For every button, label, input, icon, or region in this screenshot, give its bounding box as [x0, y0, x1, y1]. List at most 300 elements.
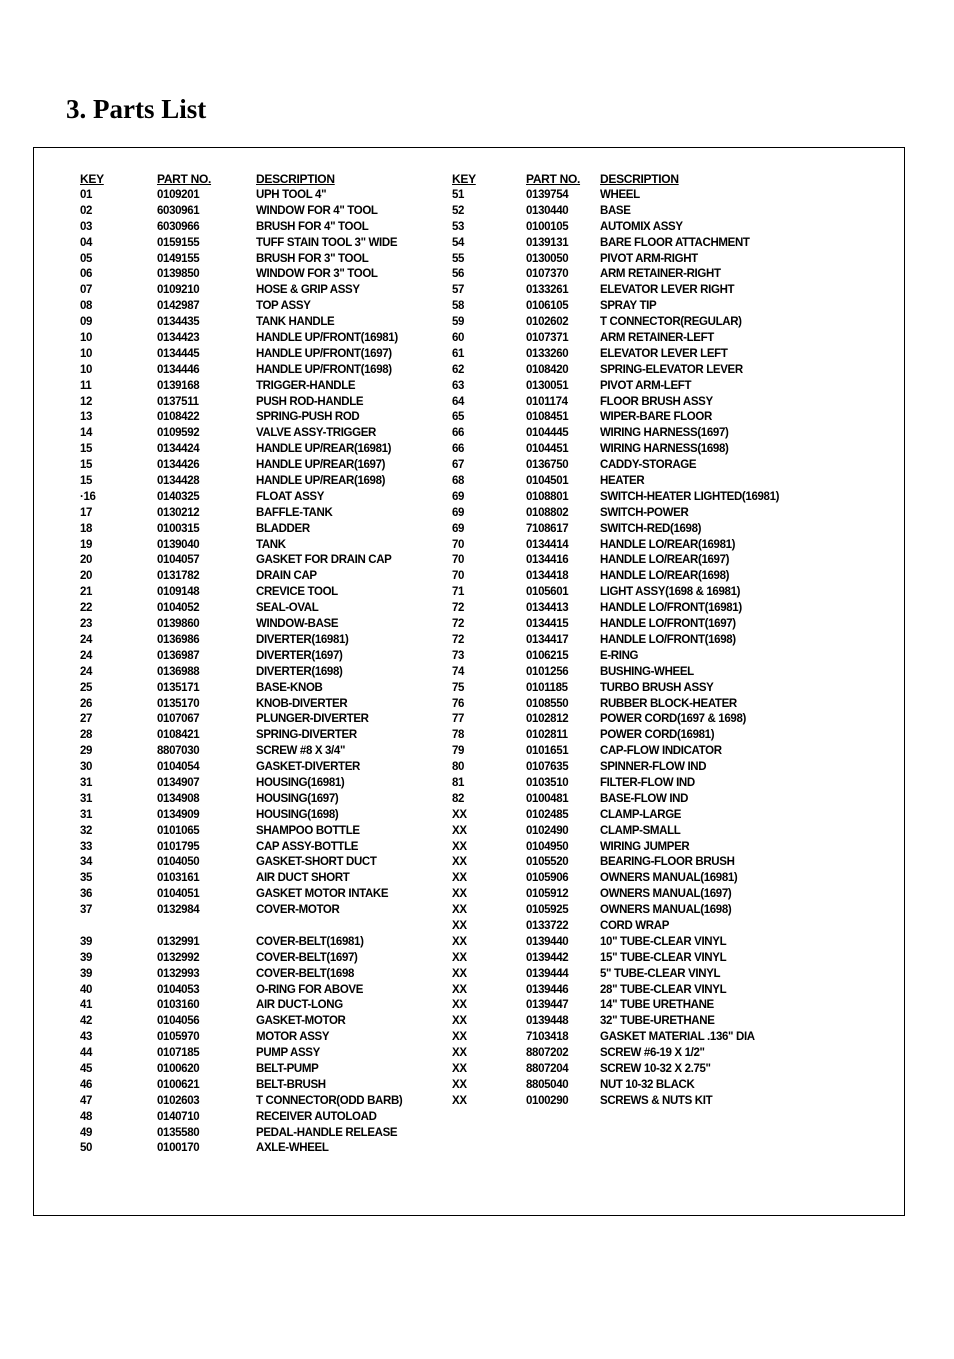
part-number: 0133722 [526, 919, 569, 932]
part-description: HOUSING(1697) [256, 792, 339, 805]
part-key: 64 [452, 395, 465, 408]
part-number: 0107067 [157, 713, 200, 726]
part-description: SCREW #8 X 3/4" [256, 745, 346, 758]
part-key: 19 [80, 538, 93, 551]
part-number: 0101256 [526, 665, 569, 678]
part-key: 09 [80, 316, 93, 329]
part-description: BASE [600, 204, 631, 217]
part-number: 0104052 [157, 602, 200, 615]
part-description: TUFF STAIN TOOL 3" WIDE [256, 236, 398, 249]
part-description: COVER-BELT(16981) [256, 935, 364, 948]
part-number: 0101795 [157, 840, 200, 853]
part-key: 48 [80, 1110, 93, 1123]
part-key: 81 [452, 776, 465, 789]
part-key: 69 [452, 522, 465, 535]
part-number: 0101065 [157, 824, 200, 837]
part-key: 36 [80, 888, 93, 901]
header-description: DESCRIPTION [256, 172, 335, 186]
part-description: AUTOMIX ASSY [600, 220, 683, 233]
part-number: 0135171 [157, 681, 200, 694]
part-key: 07 [80, 284, 93, 297]
part-number: 0159155 [157, 236, 200, 249]
part-description: WINDOW FOR 3" TOOL [256, 268, 378, 281]
part-key: 30 [80, 761, 93, 774]
part-key: XX [452, 904, 467, 917]
part-key: 32 [80, 824, 93, 837]
part-description: 15" TUBE-CLEAR VINYL [600, 951, 727, 964]
part-number: 0139168 [157, 379, 200, 392]
part-description: SPRING-ELEVATOR LEVER [600, 363, 743, 376]
part-number: 0109592 [157, 427, 200, 440]
part-number: 8807030 [157, 745, 200, 758]
part-key: XX [452, 824, 467, 837]
part-number: 0104050 [157, 856, 200, 869]
part-key: XX [452, 1078, 467, 1091]
part-key: 08 [80, 300, 93, 313]
part-number: 0139040 [157, 538, 200, 551]
part-number: 0139131 [526, 236, 569, 249]
part-number: 0100620 [157, 1062, 200, 1075]
part-description: OWNERS MANUAL(1698) [600, 904, 732, 917]
part-key: 02 [80, 204, 93, 217]
part-description: BEARING-FLOOR BRUSH [600, 856, 735, 869]
part-number: 0134416 [526, 554, 569, 567]
part-description: BRUSH FOR 4" TOOL [256, 220, 369, 233]
part-number: 0103161 [157, 872, 200, 885]
part-number: 0134415 [526, 618, 569, 631]
part-description: 28" TUBE-CLEAR VINYL [600, 983, 727, 996]
part-number: 0107185 [157, 1047, 200, 1060]
part-number: 0136986 [157, 633, 200, 646]
part-number: 0108801 [526, 490, 569, 503]
part-key: 21 [80, 586, 93, 599]
part-number: 0105601 [526, 586, 569, 599]
part-description: CLAMP-SMALL [600, 824, 681, 837]
part-description: CLAMP-LARGE [600, 808, 682, 821]
part-number: 0106215 [526, 649, 569, 662]
part-number: 0107370 [526, 268, 569, 281]
part-description: HANDLE UP/FRONT(16981) [256, 332, 398, 345]
part-description: FILTER-FLOW IND [600, 776, 695, 789]
part-description: KNOB-DIVERTER [256, 697, 348, 710]
part-number: 0130440 [526, 204, 569, 217]
part-description: PIVOT ARM-LEFT [600, 379, 692, 392]
part-description: TANK [256, 538, 286, 551]
part-number: 0140710 [157, 1110, 200, 1123]
part-number: 0108421 [157, 729, 200, 742]
part-description: POWER CORD(1697 & 1698) [600, 713, 746, 726]
part-description: HANDLE LO/FRONT(1698) [600, 633, 736, 646]
part-number: 0134413 [526, 602, 569, 615]
part-key: 50 [80, 1142, 93, 1155]
part-description: PUSH ROD-HANDLE [256, 395, 364, 408]
part-description: WINDOW FOR 4" TOOL [256, 204, 378, 217]
header-key: KEY [452, 172, 476, 186]
part-number: 0139442 [526, 951, 569, 964]
part-key: 72 [452, 633, 465, 646]
part-description: WINDOW-BASE [256, 618, 339, 631]
part-description: DIVERTER(1698) [256, 665, 343, 678]
part-number: 0136987 [157, 649, 200, 662]
part-number: 0101185 [526, 681, 568, 694]
part-number: 0135580 [157, 1126, 200, 1139]
part-number: 0130051 [526, 379, 569, 392]
part-number: 0103160 [157, 999, 200, 1012]
part-number: 0130050 [526, 252, 569, 265]
part-key: XX [452, 951, 467, 964]
part-number: 8805040 [526, 1078, 569, 1091]
part-number: 0133261 [526, 284, 569, 297]
part-key: 54 [452, 236, 465, 249]
part-description: PLUNGER-DIVERTER [256, 713, 369, 726]
part-key: 28 [80, 729, 93, 742]
part-description: BUSHING-WHEEL [600, 665, 694, 678]
part-description: NUT 10-32 BLACK [600, 1078, 695, 1091]
part-description: DIVERTER(1697) [256, 649, 343, 662]
part-key: 37 [80, 904, 93, 917]
part-key: 62 [452, 363, 465, 376]
part-key: XX [452, 840, 467, 853]
part-key: 75 [452, 681, 465, 694]
part-key: XX [452, 967, 467, 980]
part-description: CAP-FLOW INDICATOR [600, 745, 722, 758]
part-number: 0105925 [526, 904, 569, 917]
part-description: OWNERS MANUAL(1697) [600, 888, 732, 901]
part-key: 55 [452, 252, 465, 265]
part-number: 0104053 [157, 983, 200, 996]
part-number: 0134424 [157, 443, 200, 456]
part-number: 0134418 [526, 570, 569, 583]
part-key: 49 [80, 1126, 93, 1139]
part-key: 24 [80, 649, 93, 662]
part-key: 34 [80, 856, 93, 869]
part-description: SWITCH-HEATER LIGHTED(16981) [600, 490, 780, 503]
part-key: 27 [80, 713, 93, 726]
part-description: HEATER [600, 475, 645, 488]
part-key: 74 [452, 665, 465, 678]
part-key: 69 [452, 506, 465, 519]
part-key: XX [452, 1015, 467, 1028]
part-key: 25 [80, 681, 93, 694]
part-number: 0102812 [526, 713, 569, 726]
part-number: 0100481 [526, 792, 569, 805]
part-description: BELT-BRUSH [256, 1078, 326, 1091]
part-number: 0134909 [157, 808, 200, 821]
part-key: 10 [80, 363, 93, 376]
page-title: 3. Parts List [66, 94, 207, 124]
part-number: 0100170 [157, 1142, 200, 1155]
part-description: SCREWS & NUTS KIT [600, 1094, 713, 1107]
part-number: 0134414 [526, 538, 569, 551]
part-key: 69 [452, 490, 465, 503]
part-key: 03 [80, 220, 93, 233]
part-description: TANK HANDLE [256, 316, 335, 329]
part-key: 10 [80, 347, 93, 360]
part-description: HANDLE UP/REAR(1698) [256, 475, 386, 488]
part-description: COVER-MOTOR [256, 904, 340, 917]
part-number: 0101651 [526, 745, 569, 758]
part-key: XX [452, 1047, 467, 1060]
part-key: 45 [80, 1062, 93, 1075]
header-description: DESCRIPTION [600, 172, 679, 186]
part-description: BLADDER [256, 522, 310, 535]
part-key: XX [452, 808, 467, 821]
part-key: XX [452, 856, 467, 869]
part-description: GASKET FOR DRAIN CAP [256, 554, 392, 567]
part-number: 0102602 [526, 316, 569, 329]
part-key: 33 [80, 840, 93, 853]
part-number: 0104445 [526, 427, 569, 440]
part-number: 0139440 [526, 935, 569, 948]
part-description: BASE-KNOB [256, 681, 323, 694]
part-description: CREVICE TOOL [256, 586, 338, 599]
part-number: 0100621 [157, 1078, 200, 1091]
part-description: PIVOT ARM-RIGHT [600, 252, 698, 265]
part-key: 17 [80, 506, 93, 519]
part-key: 39 [80, 935, 93, 948]
part-description: CADDY-STORAGE [600, 459, 697, 472]
part-key: 79 [452, 745, 465, 758]
part-key: 71 [452, 586, 465, 599]
part-number: 0134446 [157, 363, 200, 376]
part-description: WIRING JUMPER [600, 840, 690, 853]
part-number: 0139754 [526, 189, 569, 201]
part-description: BAFFLE-TANK [256, 506, 333, 519]
part-description: HANDLE UP/FRONT(1698) [256, 363, 392, 376]
header-part-no: PART NO. [526, 172, 581, 186]
part-description: HANDLE UP/REAR(16981) [256, 443, 392, 456]
part-description: HOSE & GRIP ASSY [256, 284, 360, 297]
part-description: POWER CORD(16981) [600, 729, 715, 742]
part-description: AXLE-WHEEL [256, 1142, 329, 1155]
part-description: GASKET-MOTOR [256, 1015, 346, 1028]
part-key: 72 [452, 618, 465, 631]
part-number: 0134435 [157, 316, 200, 329]
part-number: 0131782 [157, 570, 200, 583]
part-key: 39 [80, 967, 93, 980]
part-description: ELEVATOR LEVER RIGHT [600, 284, 735, 297]
part-number: 0102811 [526, 729, 568, 742]
part-number: 0103510 [526, 776, 569, 789]
part-key: 40 [80, 983, 93, 996]
part-number: 0139850 [157, 268, 200, 281]
part-key: 56 [452, 268, 465, 281]
part-description: LIGHT ASSY(1698 & 16981) [600, 586, 741, 599]
part-number: 0104057 [157, 554, 200, 567]
part-description: OWNERS MANUAL(16981) [600, 872, 738, 885]
part-key: 01 [80, 189, 93, 201]
part-description: COVER-BELT(1697) [256, 951, 358, 964]
part-number: 0104451 [526, 443, 569, 456]
part-number: 0105520 [526, 856, 569, 869]
part-key: 11 [80, 379, 92, 392]
part-number: 0140325 [157, 490, 200, 503]
part-key: 15 [80, 475, 93, 488]
part-number: 0134445 [157, 347, 200, 360]
part-description: BELT-PUMP [256, 1062, 319, 1075]
part-key: 59 [452, 316, 465, 329]
part-key: XX [452, 983, 467, 996]
part-description: SPRAY TIP [600, 300, 657, 313]
part-description: SPINNER-FLOW IND [600, 761, 707, 774]
part-description: SWITCH-RED(1698) [600, 522, 702, 535]
part-key: XX [452, 1094, 467, 1107]
part-number: 0108802 [526, 506, 569, 519]
part-key: 06 [80, 268, 93, 281]
part-number: 0134907 [157, 776, 200, 789]
part-description: HANDLE LO/FRONT(1697) [600, 618, 736, 631]
part-description: CAP ASSY-BOTTLE [256, 840, 359, 853]
part-number: 0135170 [157, 697, 200, 710]
part-key: 52 [452, 204, 465, 217]
part-number: 0104501 [526, 475, 569, 488]
part-key: XX [452, 888, 467, 901]
part-number: 0105906 [526, 872, 569, 885]
part-description: HANDLE LO/REAR(16981) [600, 538, 736, 551]
part-key: XX [452, 1031, 467, 1044]
part-description: SCREW #6-19 X 1/2" [600, 1047, 705, 1060]
part-number: 0149155 [157, 252, 200, 265]
part-description: HOUSING(16981) [256, 776, 345, 789]
part-description: ARM RETAINER-RIGHT [600, 268, 721, 281]
part-description: GASKET MATERIAL .136" DIA [600, 1031, 755, 1044]
part-key: 46 [80, 1078, 93, 1091]
part-description: HANDLE UP/FRONT(1697) [256, 347, 392, 360]
part-number: 0134908 [157, 792, 200, 805]
part-key: 61 [452, 347, 465, 360]
part-description: RECEIVER AUTOLOAD [256, 1110, 377, 1123]
part-description: BRUSH FOR 3" TOOL [256, 252, 369, 265]
part-number: 0100315 [157, 522, 200, 535]
part-key: 20 [80, 570, 93, 583]
part-key: 29 [80, 745, 93, 758]
part-number: 6030966 [157, 220, 200, 233]
part-description: HOUSING(1698) [256, 808, 339, 821]
part-key: 31 [80, 792, 93, 805]
part-description: DIVERTER(16981) [256, 633, 349, 646]
part-description: WHEEL [600, 189, 640, 201]
part-key: 77 [452, 713, 465, 726]
part-description: PUMP ASSY [256, 1047, 320, 1060]
part-number: 7103418 [526, 1031, 569, 1044]
part-description: MOTOR ASSY [256, 1031, 330, 1044]
part-number: 0106105 [526, 300, 569, 313]
part-key: 26 [80, 697, 93, 710]
part-key: 63 [452, 379, 465, 392]
part-number: 0132993 [157, 967, 200, 980]
part-description: VALVE ASSY-TRIGGER [256, 427, 377, 440]
part-description: TURBO BRUSH ASSY [600, 681, 714, 694]
part-key: 31 [80, 808, 93, 821]
part-number: 0136988 [157, 665, 200, 678]
part-number: 0142987 [157, 300, 200, 313]
part-key: 82 [452, 792, 465, 805]
part-number: 0109201 [157, 189, 200, 201]
part-number: 0102603 [157, 1094, 200, 1107]
part-number: 0139446 [526, 983, 569, 996]
part-key: 15 [80, 459, 93, 472]
part-number: 0134428 [157, 475, 200, 488]
part-number: 0134417 [526, 633, 569, 646]
part-key: XX [452, 1062, 467, 1075]
part-key: 53 [452, 220, 465, 233]
part-key: 04 [80, 236, 93, 249]
part-key: 47 [80, 1094, 93, 1107]
part-number: 0133260 [526, 347, 569, 360]
part-number: 0109148 [157, 586, 200, 599]
part-number: 0107371 [526, 332, 569, 345]
part-key: 70 [452, 538, 465, 551]
part-number: 0134423 [157, 332, 200, 345]
part-key: 12 [80, 395, 93, 408]
header-key: KEY [80, 172, 104, 186]
part-number: 0139447 [526, 999, 569, 1012]
part-description: 14" TUBE URETHANE [600, 999, 714, 1012]
part-key: XX [452, 999, 467, 1012]
part-description: HANDLE LO/FRONT(16981) [600, 602, 742, 615]
part-key: 67 [452, 459, 465, 472]
part-key: 35 [80, 872, 93, 885]
part-description: HANDLE LO/REAR(1698) [600, 570, 730, 583]
part-number: 0132991 [157, 935, 200, 948]
part-key: 80 [452, 761, 465, 774]
part-number: 0108550 [526, 697, 569, 710]
part-number: 8807202 [526, 1047, 569, 1060]
part-description: FLOOR BRUSH ASSY [600, 395, 713, 408]
part-number: 0108422 [157, 411, 200, 424]
part-key: 24 [80, 633, 93, 646]
part-description: SPRING-PUSH ROD [256, 411, 360, 424]
part-number: 0136750 [526, 459, 569, 472]
part-number: 0107635 [526, 761, 569, 774]
part-key: 13 [80, 411, 93, 424]
part-description: COVER-BELT(1698 [256, 967, 355, 980]
part-key: 18 [80, 522, 93, 535]
part-key: 41 [80, 999, 93, 1012]
part-number: 0102485 [526, 808, 569, 821]
part-description: HANDLE UP/REAR(1697) [256, 459, 386, 472]
part-description: T CONNECTOR(ODD BARB) [256, 1094, 403, 1107]
part-number: 0100290 [526, 1094, 569, 1107]
part-number: 0132984 [157, 904, 200, 917]
part-key: 76 [452, 697, 465, 710]
part-key: 42 [80, 1015, 93, 1028]
part-description: GASKET-SHORT DUCT [256, 856, 377, 869]
part-description: E-RING [600, 649, 639, 662]
part-key: 73 [452, 649, 465, 662]
part-description: WIRING HARNESS(1698) [600, 443, 729, 456]
part-number: 0139860 [157, 618, 200, 631]
part-description: PEDAL-HANDLE RELEASE [256, 1126, 398, 1139]
part-key: 44 [80, 1047, 93, 1060]
part-key: 70 [452, 570, 465, 583]
part-description: SPRING-DIVERTER [256, 729, 357, 742]
part-number: 0105912 [526, 888, 569, 901]
part-description: ARM RETAINER-LEFT [600, 332, 714, 345]
part-key: 14 [80, 427, 93, 440]
part-key: 31 [80, 776, 93, 789]
part-key: 51 [452, 189, 465, 201]
part-description: BASE-FLOW IND [600, 792, 689, 805]
part-key: 23 [80, 618, 93, 631]
part-key: XX [452, 919, 467, 932]
part-key: 15 [80, 443, 93, 456]
part-description: CORD WRAP [600, 919, 670, 932]
part-description: TOP ASSY [256, 300, 311, 313]
part-key: 10 [80, 332, 93, 345]
part-key: 66 [452, 427, 465, 440]
part-number: 6030961 [157, 204, 200, 217]
